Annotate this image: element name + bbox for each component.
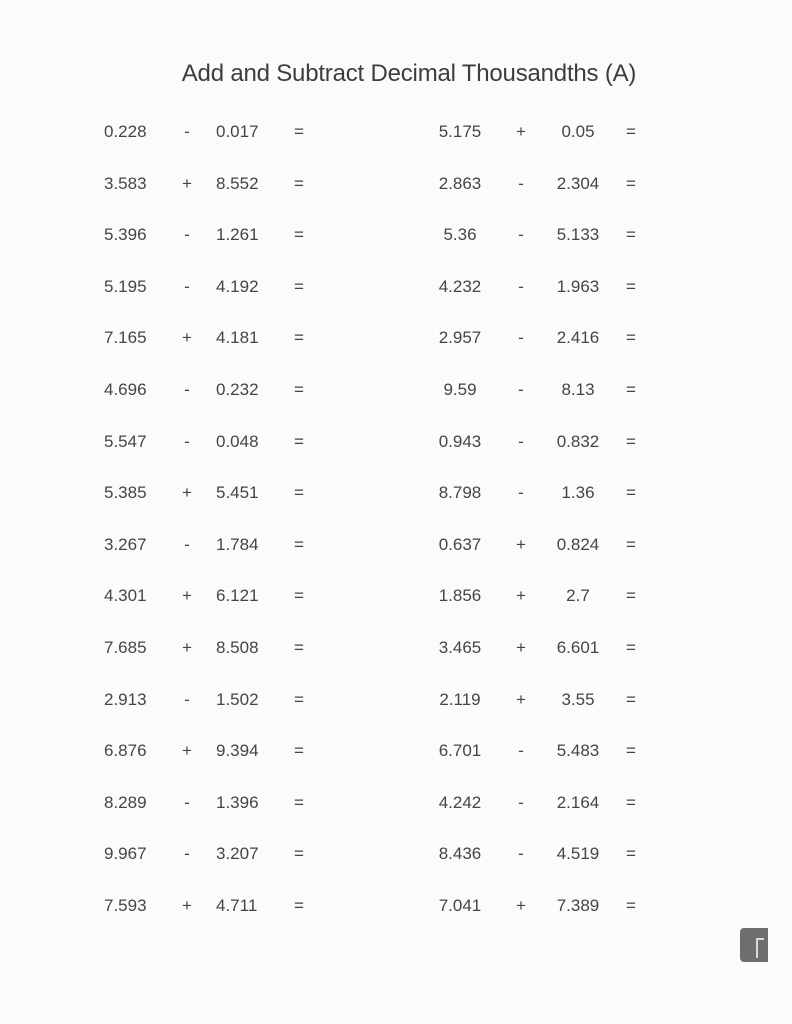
second-operand: 2.304 (556, 173, 600, 193)
first-operand: 0.943 (438, 431, 482, 451)
second-operand: 0.832 (556, 431, 600, 451)
second-operand: 1.396 (216, 792, 259, 812)
first-operand: 5.385 (104, 483, 147, 503)
first-operand: 2.863 (438, 173, 482, 193)
operator: + (182, 173, 192, 193)
first-operand: 4.242 (438, 792, 482, 812)
second-operand: 6.601 (556, 637, 600, 657)
operator: - (518, 276, 524, 296)
first-operand: 2.913 (104, 689, 147, 709)
first-operand: 2.957 (438, 328, 482, 348)
operator: - (518, 844, 524, 864)
operator: + (182, 895, 192, 915)
operator: + (516, 122, 526, 141)
first-operand: 4.696 (104, 379, 147, 399)
second-operand: 3.207 (216, 844, 259, 864)
equals-sign: = (294, 792, 304, 812)
second-operand: 9.394 (216, 741, 259, 761)
operator: + (182, 586, 192, 606)
operator: - (518, 379, 524, 399)
operator: + (516, 534, 526, 554)
operator: - (518, 328, 524, 348)
equals-sign: = (626, 379, 636, 399)
equals-sign: = (626, 689, 636, 709)
second-operand: 6.121 (216, 586, 259, 606)
operator: + (182, 328, 192, 348)
first-operand: 3.267 (104, 534, 147, 554)
second-operand: 4.181 (216, 328, 259, 348)
first-operand: 4.301 (104, 586, 147, 606)
second-operand: 1.36 (561, 483, 595, 503)
equals-sign: = (294, 431, 304, 451)
second-operand: 2.416 (556, 328, 600, 348)
worksheet-title: Add and Subtract Decimal Thousandths (A) (181, 60, 637, 87)
first-operand: 5.396 (104, 225, 147, 245)
second-operand: 2.164 (556, 792, 600, 812)
first-operand: 0.637 (438, 534, 482, 554)
second-operand: 2.7 (566, 586, 590, 606)
second-operand: 1.784 (216, 534, 259, 554)
second-operand: 0.05 (561, 122, 595, 141)
equals-sign: = (294, 637, 304, 657)
second-operand: 1.261 (216, 225, 259, 245)
first-operand: 5.195 (104, 276, 147, 296)
second-operand: 5.483 (556, 741, 600, 761)
second-operand: 4.192 (216, 276, 259, 296)
equals-sign: = (626, 483, 636, 503)
operator: - (518, 431, 524, 451)
first-operand: 7.041 (438, 895, 482, 915)
operator: - (184, 534, 190, 554)
first-operand: 1.856 (438, 586, 482, 606)
second-operand: 7.389 (556, 895, 600, 915)
second-operand: 8.13 (561, 379, 595, 399)
second-operand: 0.017 (216, 122, 259, 141)
first-operand: 7.685 (104, 637, 147, 657)
second-operand: 1.963 (556, 276, 600, 296)
equals-sign: = (294, 173, 304, 193)
second-operand: 0.232 (216, 379, 259, 399)
equals-sign: = (294, 328, 304, 348)
first-operand: 8.798 (438, 483, 482, 503)
equals-sign: = (294, 689, 304, 709)
equals-sign: = (294, 483, 304, 503)
operator: - (518, 225, 524, 245)
equals-sign: = (294, 379, 304, 399)
equals-sign: = (626, 844, 636, 864)
equals-sign: = (626, 276, 636, 296)
second-operand: 0.048 (216, 431, 259, 451)
first-operand: 7.593 (104, 895, 147, 915)
second-operand: 5.133 (556, 225, 600, 245)
first-operand: 7.165 (104, 328, 147, 348)
operator: + (516, 689, 526, 709)
page-corner-icon[interactable] (740, 928, 768, 962)
operator: + (182, 741, 192, 761)
operator: - (184, 431, 190, 451)
equals-sign: = (626, 328, 636, 348)
first-operand: 3.465 (438, 637, 482, 657)
operator: - (518, 792, 524, 812)
operator: + (182, 483, 192, 503)
first-operand: 6.701 (438, 741, 482, 761)
operator: - (518, 741, 524, 761)
first-operand: 5.547 (104, 431, 147, 451)
equals-sign: = (626, 225, 636, 245)
operator: - (518, 483, 524, 503)
operator: + (182, 637, 192, 657)
equals-sign: = (626, 431, 636, 451)
first-operand: 8.289 (104, 792, 147, 812)
operator: - (184, 225, 190, 245)
first-operand: 5.175 (438, 122, 482, 141)
first-operand: 9.59 (443, 379, 477, 399)
equals-sign: = (294, 534, 304, 554)
operator: - (184, 844, 190, 864)
operator: - (184, 689, 190, 709)
equals-sign: = (626, 122, 636, 141)
first-operand: 6.876 (104, 741, 147, 761)
equals-sign: = (626, 792, 636, 812)
equals-sign: = (626, 586, 636, 606)
equals-sign: = (626, 741, 636, 761)
equals-sign: = (626, 534, 636, 554)
second-operand: 1.502 (216, 689, 259, 709)
first-operand: 0.228 (104, 122, 147, 141)
first-operand: 2.119 (439, 689, 481, 709)
equals-sign: = (626, 637, 636, 657)
operator: + (516, 895, 526, 915)
equals-sign: = (294, 741, 304, 761)
operator: - (184, 792, 190, 812)
second-operand: 4.519 (556, 844, 600, 864)
operator: - (184, 122, 190, 141)
second-operand: 4.711 (216, 895, 258, 915)
equals-sign: = (294, 225, 304, 245)
operator: - (184, 379, 190, 399)
second-operand: 8.552 (216, 173, 259, 193)
first-operand: 5.36 (443, 225, 477, 245)
equals-sign: = (294, 895, 304, 915)
first-operand: 8.436 (438, 844, 482, 864)
equals-sign: = (294, 122, 304, 141)
second-operand: 3.55 (561, 689, 595, 709)
equals-sign: = (294, 844, 304, 864)
operator: - (184, 276, 190, 296)
equals-sign: = (294, 586, 304, 606)
operator: + (516, 637, 526, 657)
operator: + (516, 586, 526, 606)
first-operand: 9.967 (104, 844, 147, 864)
first-operand: 3.583 (104, 173, 147, 193)
second-operand: 0.824 (556, 534, 600, 554)
first-operand: 4.232 (438, 276, 482, 296)
equals-sign: = (626, 173, 636, 193)
second-operand: 5.451 (216, 483, 259, 503)
operator: - (518, 173, 524, 193)
second-operand: 8.508 (216, 637, 259, 657)
equals-sign: = (626, 895, 636, 915)
equals-sign: = (294, 276, 304, 296)
